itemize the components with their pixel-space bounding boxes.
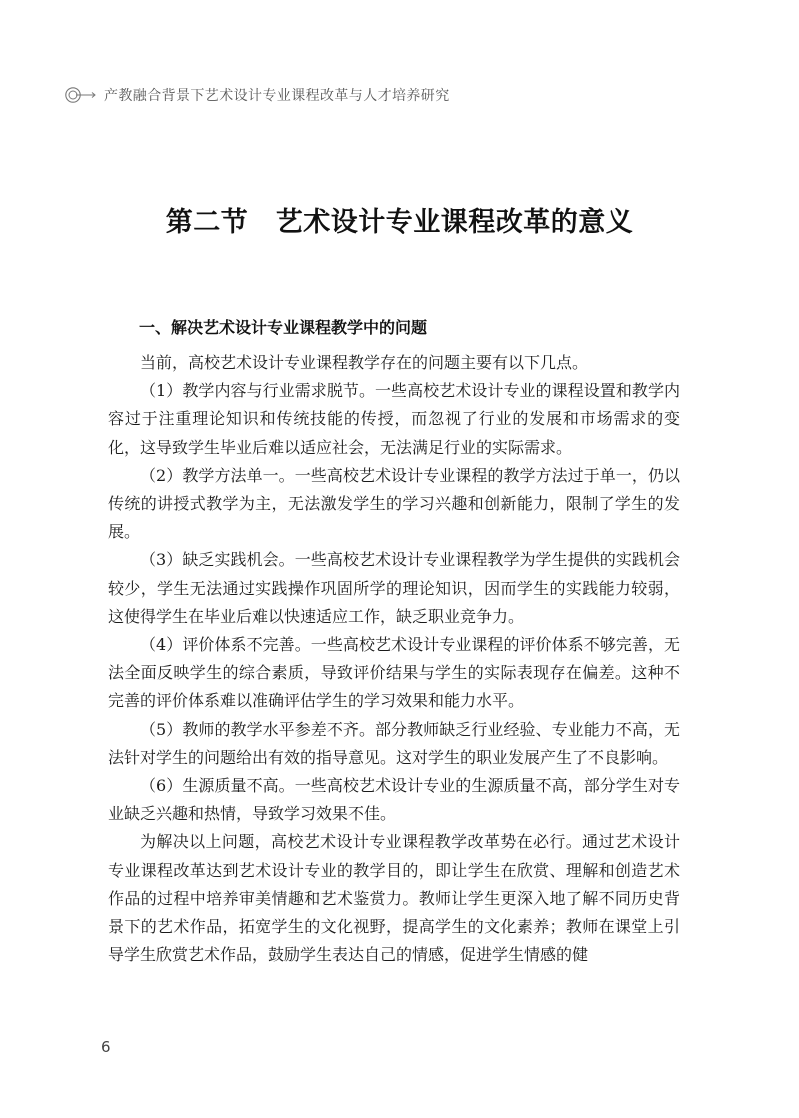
paragraph: （2）教学方法单一。一些高校艺术设计专业课程的教学方法过于单一，仍以传统的讲授式教学为主，无法激发学生的学习兴趣和创新能力，限制了学生的发展。 <box>108 465 680 542</box>
paragraph: （5）教师的教学水平参差不齐。部分教师缺乏行业经验、专业能力不高，无法针对学生的问题给出有效的指导意见。这对学生的职业发展产生了不良影响。 <box>108 719 680 767</box>
body-text <box>108 349 680 969</box>
paragraph: （1）教学内容与行业需求脱节。一些高校艺术设计专业的课程设置和教学内容过于注重理论知识和传统技能的传授，而忽视了行业的发展和市场需求的变化，这导致学生毕业后难以适应社会，无法满足行业的实际需求。 <box>108 381 680 457</box>
running-header-title: 产教融合背景下艺术设计专业课程改革与人才培养研究 <box>104 88 450 104</box>
section-title: 第二节 艺术设计专业课程改革的意义 <box>165 207 634 238</box>
running-header <box>64 84 450 106</box>
double-ring-arrow-icon <box>64 86 98 104</box>
paragraph: 当前，高校艺术设计专业课程教学存在的问题主要有以下几点。 <box>140 353 589 372</box>
paragraph: （6）生源质量不高。一些高校艺术设计专业的生源质量不高，部分学生对专业缺乏兴趣和热情，导致学习效果不佳。 <box>108 776 680 824</box>
page-number: 6 <box>101 1038 111 1056</box>
paragraph: （4）评价体系不完善。一些高校艺术设计专业课程的评价体系不够完善，无法全面反映学生的综合素质，导致评价结果与学生的实际表现存在偏差。这种不完善的评价体系难以准确评估学生的学习效果和能力水平。 <box>108 635 680 711</box>
paragraph: 为解决以上问题，高校艺术设计专业课程教学改革势在必行。通过艺术设计专业课程改革达到艺术设计专业的教学目的，即让学生在欣赏、理解和创造艺术作品的过程中培养审美情趣和艺术鉴赏力。教师让学生更深入地了解不同历史背景下的艺术作品，拓宽学生的文化视野，提高学生的文化素养；教师在课堂上引导学生欣赏艺术作品，鼓励学生表达自己的情感，促进学生情感的健 <box>108 832 680 965</box>
paragraph: （3）缺乏实践机会。一些高校艺术设计专业课程教学为学生提供的实践机会较少，学生无法通过实践操作巩固所学的理论知识，因而学生的实践能力较弱，这使得学生在毕业后难以快速适应工作，缺乏职业竞争力。 <box>108 550 680 626</box>
subheading: 一、解决艺术设计专业课程教学中的问题 <box>139 318 428 337</box>
